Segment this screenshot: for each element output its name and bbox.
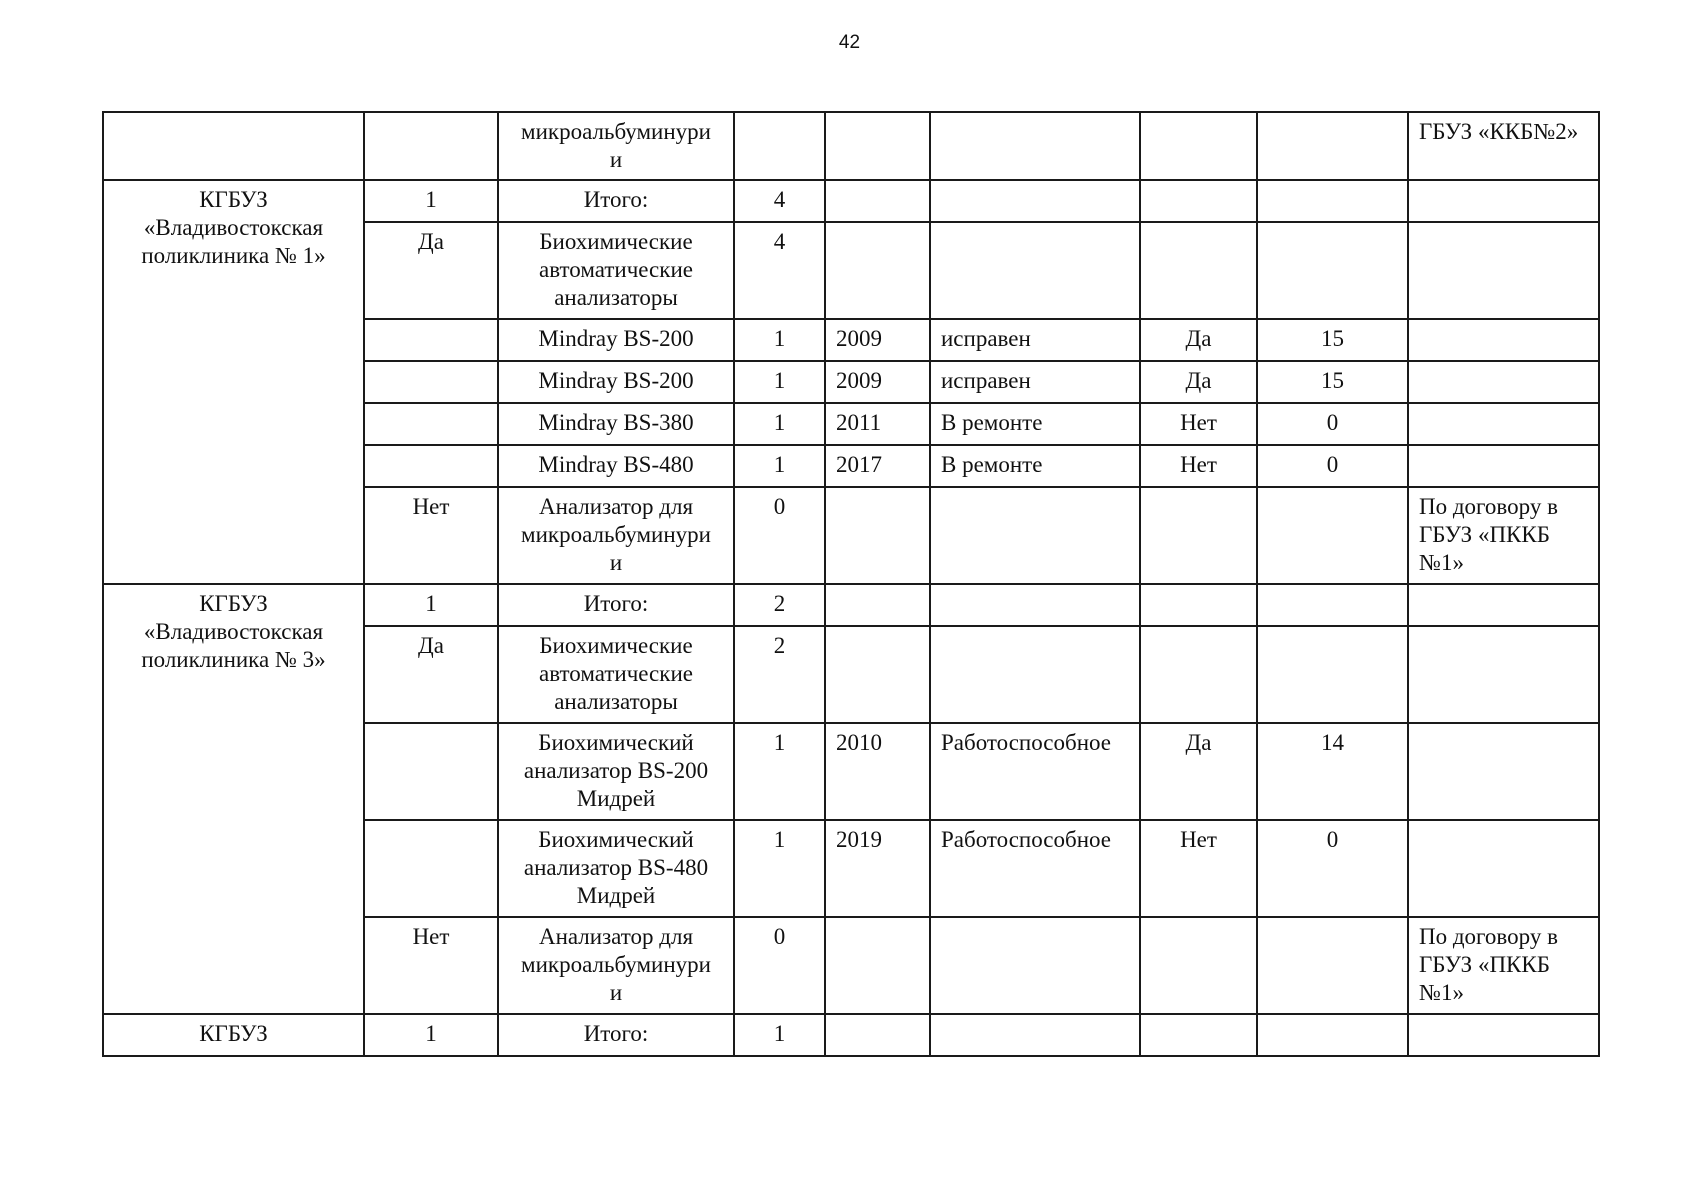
year-cell — [825, 584, 930, 626]
year-cell — [825, 626, 930, 723]
note-cell — [1408, 319, 1599, 361]
page-number: 42 — [838, 32, 861, 53]
condition-cell — [930, 1014, 1140, 1056]
count-cell: 0 — [1257, 403, 1408, 445]
equipment-name-cell: Биохимические автоматические анализаторы — [498, 222, 734, 319]
in-use-cell — [1140, 487, 1257, 584]
year-cell — [825, 1014, 930, 1056]
year-cell: 2010 — [825, 723, 930, 820]
equipment-name-cell: Mindray BS-200 — [498, 319, 734, 361]
quantity-cell: 1 — [734, 445, 825, 487]
in-use-cell — [1140, 1014, 1257, 1056]
count-cell — [1257, 487, 1408, 584]
availability-cell: Да — [364, 222, 498, 319]
count-cell: 15 — [1257, 319, 1408, 361]
quantity-cell: 2 — [734, 584, 825, 626]
note-cell — [1408, 403, 1599, 445]
equipment-name-cell: Анализатор для микроальбуминури и — [498, 487, 734, 584]
availability-cell: Нет — [364, 487, 498, 584]
note-cell — [1408, 222, 1599, 319]
year-cell: 2017 — [825, 445, 930, 487]
condition-cell — [930, 917, 1140, 1014]
quantity-cell: 1 — [734, 361, 825, 403]
organization-cell: КГБУЗ «Владивостокская поликлиника № 1» — [103, 180, 364, 584]
note-cell: ГБУЗ «ККБ№2» — [1408, 112, 1599, 180]
count-cell — [1257, 222, 1408, 319]
condition-cell — [930, 584, 1140, 626]
year-cell — [825, 917, 930, 1014]
quantity-cell — [734, 112, 825, 180]
quantity-cell: 1 — [734, 1014, 825, 1056]
note-cell — [1408, 626, 1599, 723]
equipment-name-cell: Mindray BS-200 — [498, 361, 734, 403]
year-cell — [825, 180, 930, 222]
year-cell: 2009 — [825, 361, 930, 403]
condition-cell — [930, 112, 1140, 180]
note-cell — [1408, 584, 1599, 626]
quantity-cell: 0 — [734, 487, 825, 584]
in-use-cell: Да — [1140, 361, 1257, 403]
in-use-cell: Нет — [1140, 445, 1257, 487]
condition-cell: Работоспособное — [930, 723, 1140, 820]
note-cell — [1408, 1014, 1599, 1056]
quantity-cell: 0 — [734, 917, 825, 1014]
quantity-cell: 1 — [734, 723, 825, 820]
quantity-cell: 1 — [734, 403, 825, 445]
note-cell — [1408, 445, 1599, 487]
availability-cell: 1 — [364, 180, 498, 222]
condition-cell — [930, 487, 1140, 584]
condition-cell: исправен — [930, 319, 1140, 361]
availability-cell: Нет — [364, 917, 498, 1014]
availability-cell — [364, 319, 498, 361]
year-cell — [825, 112, 930, 180]
in-use-cell: Да — [1140, 319, 1257, 361]
year-cell — [825, 487, 930, 584]
equipment-name-cell: Итого: — [498, 1014, 734, 1056]
quantity-cell: 2 — [734, 626, 825, 723]
table-body — [103, 112, 1599, 1056]
availability-cell — [364, 112, 498, 180]
count-cell — [1257, 626, 1408, 723]
condition-cell — [930, 222, 1140, 319]
in-use-cell — [1140, 222, 1257, 319]
quantity-cell: 1 — [734, 820, 825, 917]
in-use-cell — [1140, 584, 1257, 626]
in-use-cell: Нет — [1140, 820, 1257, 917]
equipment-name-cell: Анализатор для микроальбуминури и — [498, 917, 734, 1014]
note-cell: По договору в ГБУЗ «ПККБ №1» — [1408, 487, 1599, 584]
availability-cell — [364, 361, 498, 403]
availability-cell — [364, 723, 498, 820]
equipment-name-cell: Итого: — [498, 584, 734, 626]
in-use-cell — [1140, 180, 1257, 222]
availability-cell: 1 — [364, 1014, 498, 1056]
in-use-cell: Нет — [1140, 403, 1257, 445]
organization-cell: КГБУЗ «Владивостокская поликлиника № 3» — [103, 584, 364, 1014]
count-cell — [1257, 180, 1408, 222]
table-row — [103, 1014, 1599, 1056]
availability-cell: 1 — [364, 584, 498, 626]
quantity-cell: 4 — [734, 180, 825, 222]
table-row — [103, 180, 1599, 222]
organization-cell: КГБУЗ — [103, 1014, 364, 1056]
count-cell — [1257, 112, 1408, 180]
quantity-cell: 4 — [734, 222, 825, 319]
equipment-name-cell: микроальбуминури и — [498, 112, 734, 180]
table-row — [103, 584, 1599, 626]
condition-cell: В ремонте — [930, 445, 1140, 487]
in-use-cell — [1140, 917, 1257, 1014]
organization-cell — [103, 112, 364, 180]
count-cell — [1257, 1014, 1408, 1056]
equipment-name-cell: Mindray BS-380 — [498, 403, 734, 445]
equipment-name-cell: Итого: — [498, 180, 734, 222]
note-cell: По договору в ГБУЗ «ПККБ №1» — [1408, 917, 1599, 1014]
year-cell — [825, 222, 930, 319]
count-cell: 15 — [1257, 361, 1408, 403]
condition-cell — [930, 180, 1140, 222]
year-cell: 2019 — [825, 820, 930, 917]
note-cell — [1408, 180, 1599, 222]
count-cell — [1257, 917, 1408, 1014]
note-cell — [1408, 723, 1599, 820]
table-row — [103, 112, 1599, 180]
equipment-name-cell: Биохимический анализатор BS-480 Мидрей — [498, 820, 734, 917]
year-cell: 2011 — [825, 403, 930, 445]
note-cell — [1408, 820, 1599, 917]
availability-cell — [364, 820, 498, 917]
condition-cell — [930, 626, 1140, 723]
in-use-cell: Да — [1140, 723, 1257, 820]
year-cell: 2009 — [825, 319, 930, 361]
condition-cell: В ремонте — [930, 403, 1140, 445]
note-cell — [1408, 361, 1599, 403]
condition-cell: исправен — [930, 361, 1140, 403]
availability-cell: Да — [364, 626, 498, 723]
in-use-cell — [1140, 112, 1257, 180]
equipment-name-cell: Биохимический анализатор BS-200 Мидрей — [498, 723, 734, 820]
availability-cell — [364, 403, 498, 445]
equipment-name-cell: Mindray BS-480 — [498, 445, 734, 487]
count-cell — [1257, 584, 1408, 626]
equipment-name-cell: Биохимические автоматические анализаторы — [498, 626, 734, 723]
count-cell: 14 — [1257, 723, 1408, 820]
equipment-table — [102, 111, 1600, 1057]
count-cell: 0 — [1257, 820, 1408, 917]
availability-cell — [364, 445, 498, 487]
condition-cell: Работоспособное — [930, 820, 1140, 917]
quantity-cell: 1 — [734, 319, 825, 361]
in-use-cell — [1140, 626, 1257, 723]
count-cell: 0 — [1257, 445, 1408, 487]
